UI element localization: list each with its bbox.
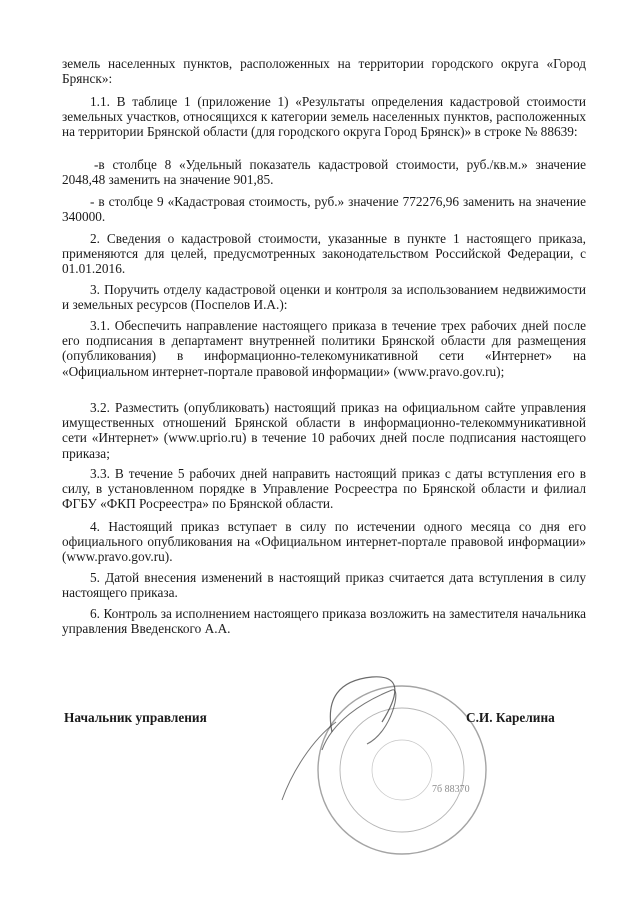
paragraph-3: 3. Поручить отделу кадастровой оценки и контроля за использованием недвижимости и земельных ресурсов (Поспелов И.А.):: [62, 282, 586, 313]
paragraph-4: 4. Настоящий приказ вступает в силу по истечении одного месяца со дня его официального опубликования на «Официальном интернет-портале правовой информации» (www.pravo.gov.ru).: [62, 519, 586, 565]
paragraph-1-1: 1.1. В таблице 1 (приложение 1) «Результаты определения кадастровой стоимости земельных участков, относящихся к категории земель населенных пунктов, расположенных на территории Брянской области (для городского округа Город Брянск)» в строке № 88639:: [62, 94, 586, 140]
paragraph-column-9: - в столбце 9 «Кадастровая стоимость, руб.» значение 772276,96 заменить на значение 340000.: [62, 194, 586, 225]
signature-position: Начальник управления: [64, 710, 207, 725]
paragraph-3-1: 3.1. Обеспечить направление настоящего приказа в течение трех рабочих дней после его подписания в департамент внутренней политики Брянской области для размещения (опубликования) в информационно-телекомуникативной сети «Интернет» на «Официальном интернет-портале правовой информации» (www.pravo.gov.ru);: [62, 318, 586, 379]
stamp-number: 7б 88370: [432, 784, 470, 795]
paragraph-column-8: -в столбце 8 «Удельный показатель кадастровой стоимости, руб./кв.м.» значение 2048,48 заменить на значение 901,85.: [62, 157, 586, 188]
paragraph-3-2: 3.2. Разместить (опубликовать) настоящий приказ на официальном сайте управления имущественных отношений Брянской области в информационно-телекоммуникативной сети «Интернет» (www.uprio.ru) в течение 10 рабочих дней после подписания настоящего приказа;: [62, 400, 586, 461]
paragraph-intro: земель населенных пунктов, расположенных на территории городского округа «Город Брянск»:: [62, 56, 586, 87]
official-stamp: [262, 662, 502, 862]
paragraph-2: 2. Сведения о кадастровой стоимости, указанные в пункте 1 настоящего приказа, применяются для целей, предусмотренных законодательством Российской Федерации, с 01.01.2016.: [62, 231, 586, 277]
signature-name: С.И. Карелина: [466, 710, 555, 725]
paragraph-5: 5. Датой внесения изменений в настоящий приказ считается дата вступления в силу настоящего приказа.: [62, 570, 586, 601]
paragraph-6: 6. Контроль за исполнением настоящего приказа возложить на заместителя начальника управления Введенского А.А.: [62, 606, 586, 637]
paragraph-3-3: 3.3. В течение 5 рабочих дней направить настоящий приказ с даты вступления его в силу, в установленном порядке в Управление Росреестра по Брянской области и филиал ФГБУ «ФКП Росреестра» по Брянской области.: [62, 466, 586, 512]
